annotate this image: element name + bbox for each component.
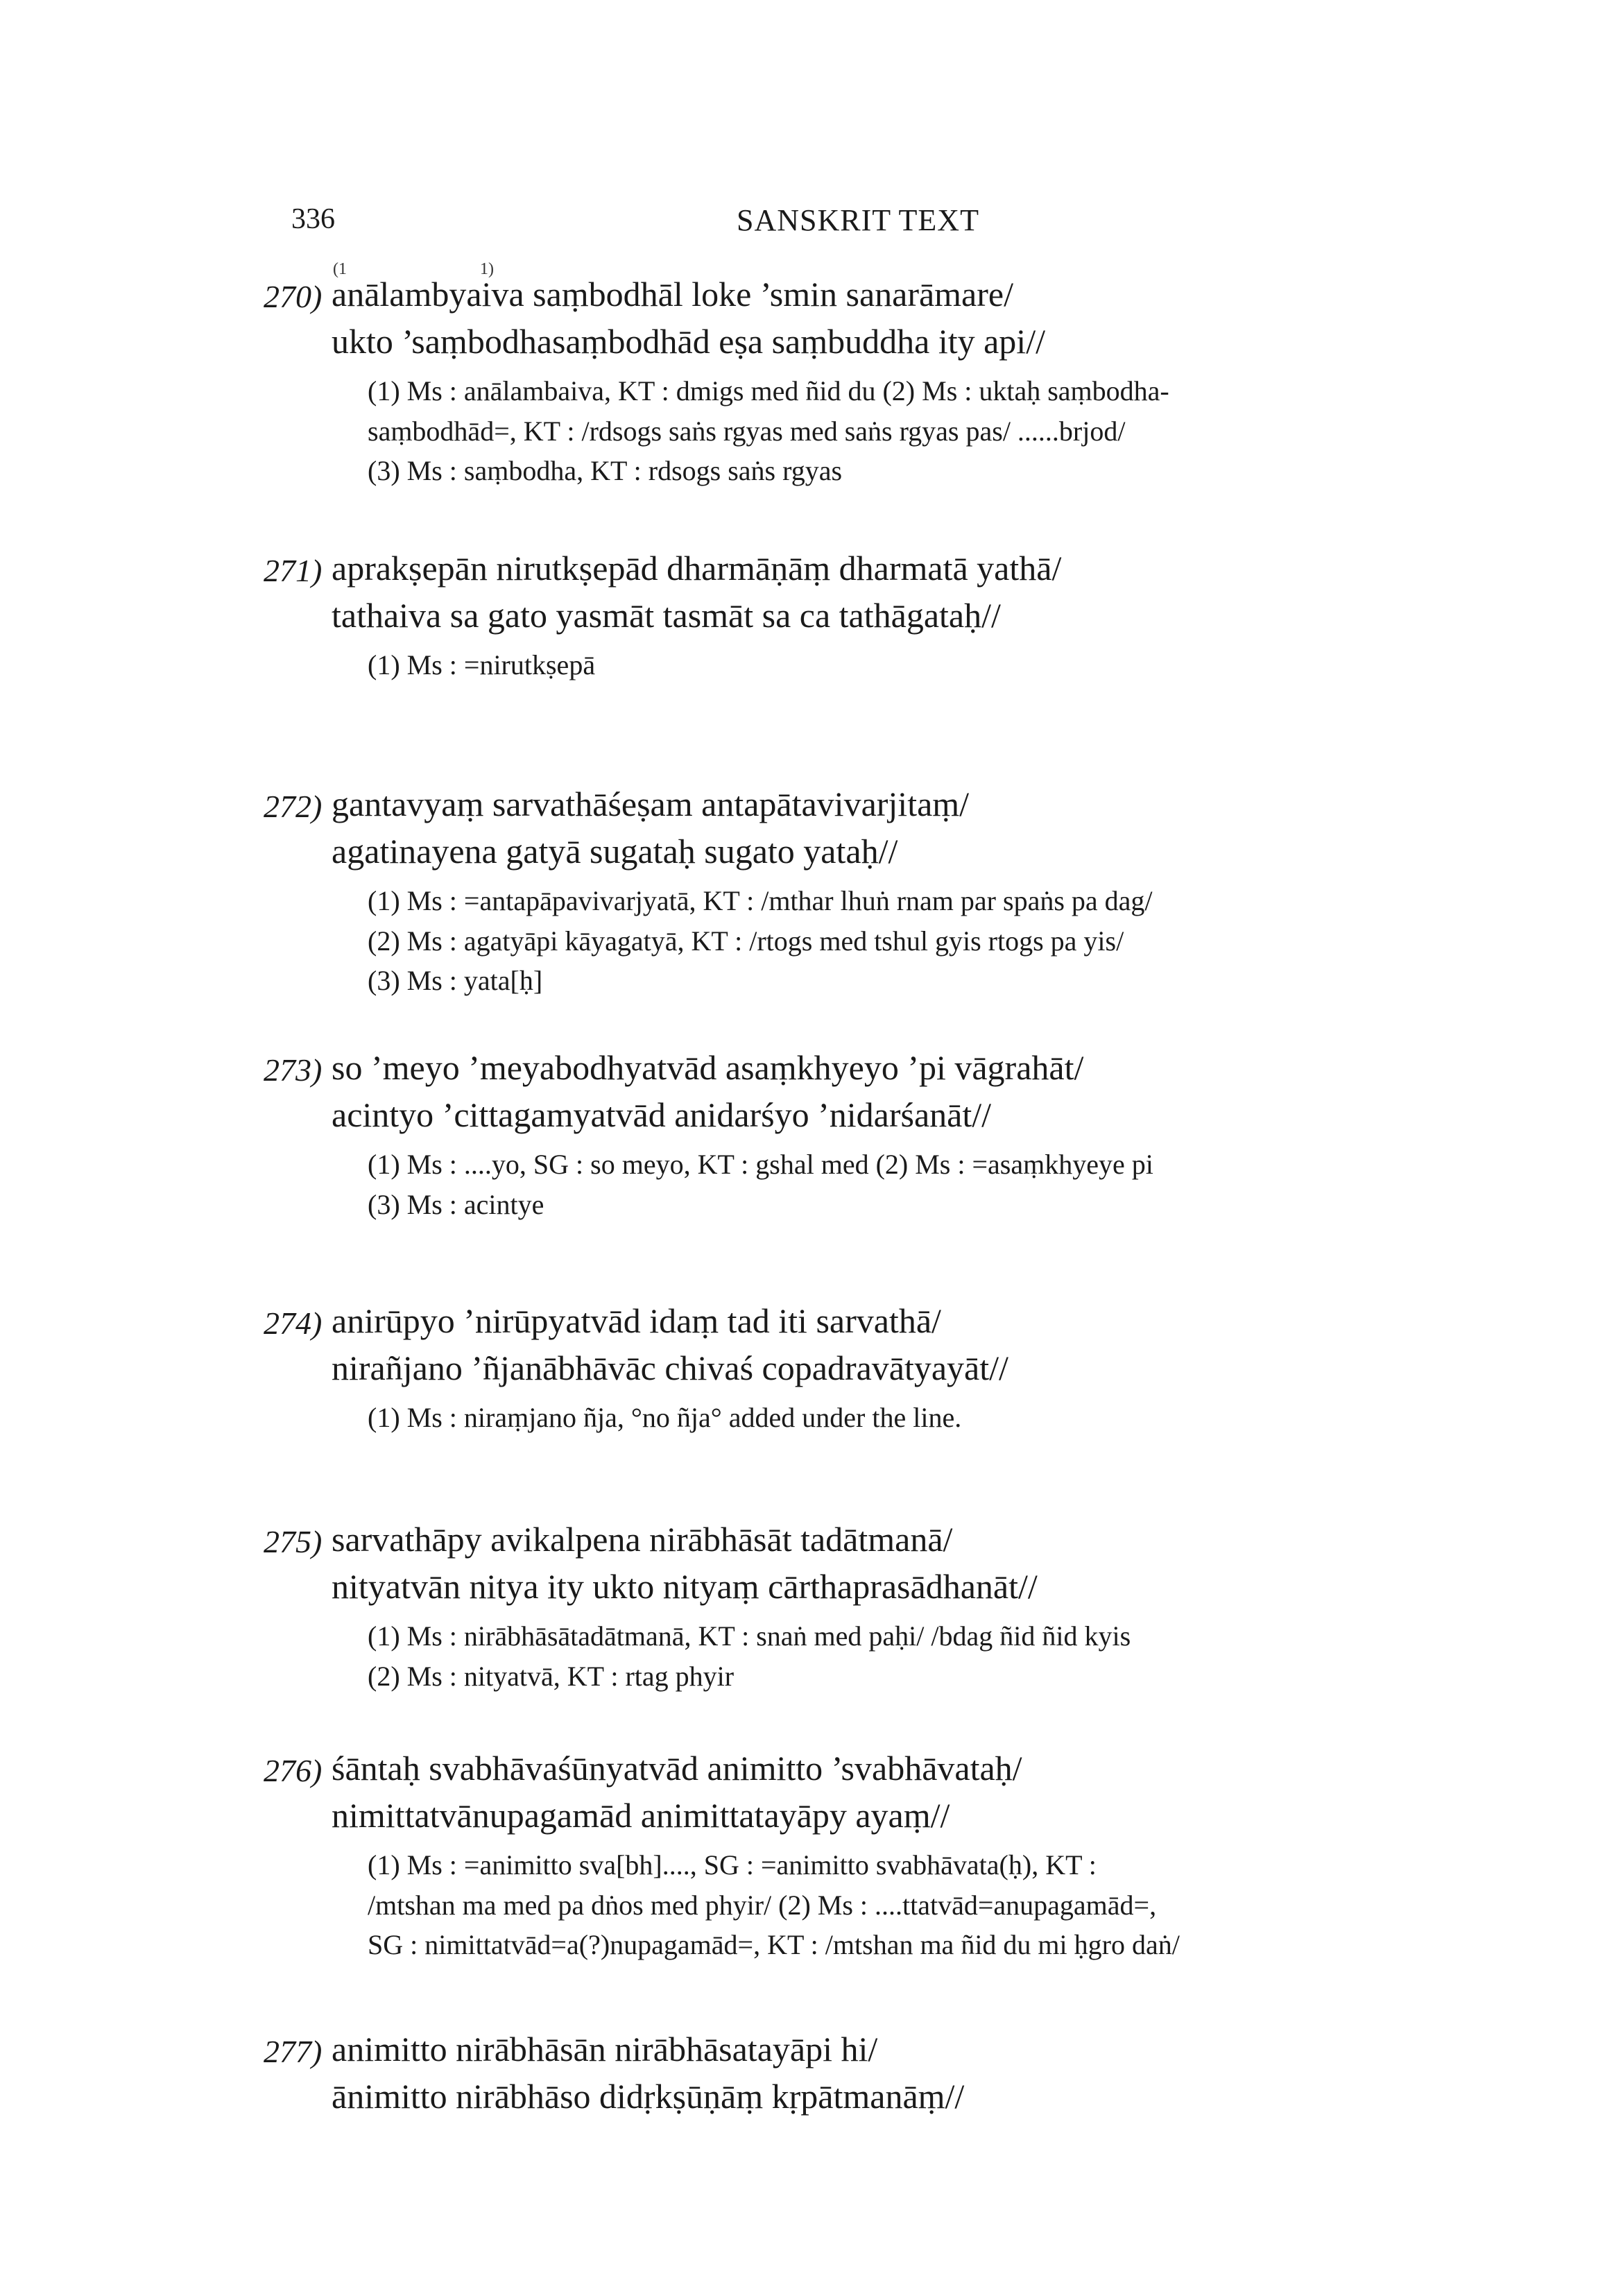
page-number: 336 (291, 203, 335, 235)
verse-number: 270) (264, 279, 323, 314)
footnote: (1) Ms : ....yo, SG : so meyo, KT : gshal med (2) Ms : =asaṃkhyeye pi (368, 1149, 1153, 1180)
verse-number: 274) (264, 1305, 323, 1341)
footnote: saṃbodhād=, KT : /rdsogs saṅs rgyas med saṅs rgyas pas/ ......brjod/ (368, 415, 1126, 447)
footnote: (1) Ms : niraṃjano ñja, °no ñja° added under the line. (368, 1402, 962, 1433)
verse-number: 271) (264, 553, 323, 588)
footnote: (1) Ms : =antapāpavivarjyatā, KT : /mthar lhuṅ rnam par spaṅs pa dag/ (368, 885, 1153, 916)
footnote: (2) Ms : nityatvā, KT : rtag phyir (368, 1661, 735, 1692)
verse-number: 275) (264, 1524, 323, 1559)
footnote: (1) Ms : anālambaiva, KT : dmigs med ñid du (2) Ms : uktaḥ saṃbodha- (368, 375, 1169, 406)
verse-line: aprakṣepān nirutkṣepād dharmāṇāṃ dharmatā yathā/ (332, 549, 1062, 588)
verse-line: nityatvān nitya ity ukto nityaṃ cārthaprasādhanāt// (332, 1567, 1038, 1606)
verse-number: 277) (264, 2034, 323, 2069)
verse-line: śāntaḥ svabhāvaśūnyatvād animitto ’svabhāvataḥ/ (332, 1749, 1022, 1788)
verse-line: animitto nirābhāsān nirābhāsatayāpi hi/ (332, 2030, 878, 2068)
footnote: /mtshan ma med pa dṅos med phyir/ (2) Ms : ....ttatvād=anupagamād=, (368, 1890, 1157, 1921)
verse-number: 273) (264, 1052, 323, 1088)
running-title: SANSKRIT TEXT (737, 203, 979, 237)
footnote: (1) Ms : =animitto sva[bh]...., SG : =animitto svabhāvata(ḥ), KT : (368, 1849, 1097, 1881)
footnote: SG : nimittatvād=a(?)nupagamād=, KT : /mtshan ma ñid du mi ḥgro daṅ/ (368, 1929, 1180, 1960)
verse-line: so ’meyo ’meyabodhyatvād asaṃkhyeyo ’pi vāgrahāt/ (332, 1048, 1084, 1087)
verse-line: anirūpyo ’nirūpyatvād idaṃ tad iti sarvathā/ (332, 1301, 941, 1340)
verse-line: acintyo ’cittagamyatvād anidarśyo ’nidarśanāt// (332, 1095, 992, 1134)
page-header (291, 203, 1623, 237)
verse-line: sarvathāpy avikalpena nirābhāsāt tadātmanā/ (332, 1520, 953, 1559)
verse-line: nirañjano ’ñjanābhāvāc chivaś copadravātyayāt// (332, 1348, 1008, 1387)
footnote: (3) Ms : yata[ḥ] (368, 965, 543, 996)
verse-number: 276) (264, 1753, 323, 1788)
verse-line: tathaiva sa gato yasmāt tasmāt sa ca tathāgataḥ// (332, 596, 1001, 635)
footnote: (1) Ms : =nirutkṣepā (368, 649, 596, 680)
footnote: (3) Ms : acintye (368, 1189, 544, 1220)
verse-line: anālambyaiva saṃbodhāl loke ’smin sanarāmare/ (332, 275, 1013, 314)
footnote: (3) Ms : saṃbodha, KT : rdsogs saṅs rgyas (368, 455, 843, 486)
verse-line: nimittatvānupagamād animittatayāpy ayaṃ// (332, 1796, 950, 1835)
footnote: (2) Ms : agatyāpi kāyagatyā, KT : /rtogs med tshul gyis rtogs pa yis/ (368, 925, 1124, 957)
verse-line: ukto ’saṃbodhasaṃbodhād eṣa saṃbuddha ity api// (332, 322, 1045, 361)
verse-line: gantavyaṃ sarvathāśeṣam antapātavivarjitaṃ/ (332, 785, 970, 823)
verse-line: ānimitto nirābhāso didṛkṣūṇāṃ kṛpātmanāṃ// (332, 2077, 965, 2116)
footnote: (1) Ms : nirābhāsātadātmanā, KT : snaṅ med paḥi/ /bdag ñid ñid kyis (368, 1620, 1131, 1652)
verse-line: agatinayena gatyā sugataḥ sugato yataḥ// (332, 832, 898, 871)
verse-number: 272) (264, 789, 323, 824)
